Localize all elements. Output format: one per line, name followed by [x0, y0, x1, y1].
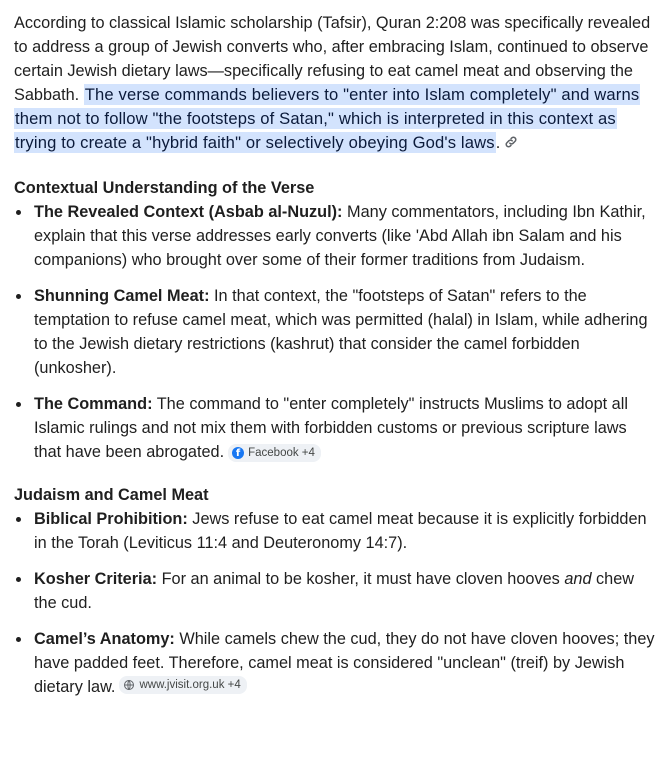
list-item-text: The command to "enter completely" instructs Muslims to adopt all Islamic rulings and not mix them with forbidden customs or previous scripture laws that have been abrogated.	[34, 395, 628, 461]
list-item	[14, 567, 655, 615]
intro-end-punct: .	[495, 134, 501, 152]
source-chip-jvisit[interactable]	[119, 676, 246, 694]
list-item	[14, 507, 655, 555]
highlighted-citation-text[interactable]: The verse commands believers to "enter into Islam completely" and warns them not to follow "the footsteps of Satan," which is interpreted in this context as trying to create a "hybrid faith" or selectively obeying God's laws	[15, 85, 640, 152]
list-item-text: chew the cud.	[34, 570, 635, 612]
section-heading-context: Contextual Understanding of the Verse	[14, 179, 315, 197]
list-item-term: The Revealed Context (Asbab al-Nuzul):	[34, 203, 343, 221]
source-chip-label: www.jvisit.org.uk +4	[139, 679, 241, 691]
list-item-text: In that context, the "footsteps of Satan" refers to the temptation to refuse camel meat, which was permitted (halal) in Islam, while adhering to the Jewish dietary restrictions (kashrut) that consider the camel forbidden (unkosher).	[34, 287, 648, 377]
list-item-term: Biblical Prohibition:	[34, 510, 188, 528]
list-item-term: Kosher Criteria:	[34, 570, 158, 588]
section-heading-judaism: Judaism and Camel Meat	[14, 486, 209, 504]
list-item	[14, 392, 655, 464]
source-chip-facebook[interactable]	[228, 444, 321, 462]
list-item-text: For an animal to be kosher, it must have cloven hooves	[161, 570, 560, 588]
list-item-term: Shunning Camel Meat:	[34, 287, 210, 305]
globe-icon	[123, 679, 135, 691]
list-item-text: While camels chew the cud, they do not have cloven hooves; they have padded feet. Therefore, camel meat is considered "unclean" (treif) by Jewish dietary law.	[34, 630, 655, 696]
link-icon[interactable]	[504, 135, 518, 149]
list-item-text: Many commentators, including Ibn Kathir, explain that this verse addresses early converts (like 'Abd Allah ibn Salam and his companions) who brought over some of their former traditions from Judaism.	[34, 203, 646, 269]
list-item-emphasis: and	[564, 570, 592, 588]
judaism-list	[14, 507, 655, 699]
list-item	[14, 627, 655, 699]
list-item-text: Jews refuse to eat camel meat because it is explicitly forbidden in the Torah (Leviticus 11:4 and Deuteronomy 14:7).	[34, 510, 647, 552]
list-item-term: Camel’s Anatomy:	[34, 630, 175, 648]
list-item	[14, 200, 655, 272]
intro-plain-text: According to classical Islamic scholarship (Tafsir), Quran 2:208 was specifically revealed to address a group of Jewish converts who, after embracing Islam, continued to observe certain Jewish dietary laws—specifically refusing to eat camel meat and observing the Sabbath.	[14, 14, 651, 104]
list-item	[14, 284, 655, 380]
facebook-icon: f	[232, 447, 244, 459]
list-item-term: The Command:	[34, 395, 153, 413]
context-list	[14, 200, 655, 464]
intro-paragraph	[14, 11, 655, 155]
source-chip-label: Facebook +4	[248, 447, 315, 459]
